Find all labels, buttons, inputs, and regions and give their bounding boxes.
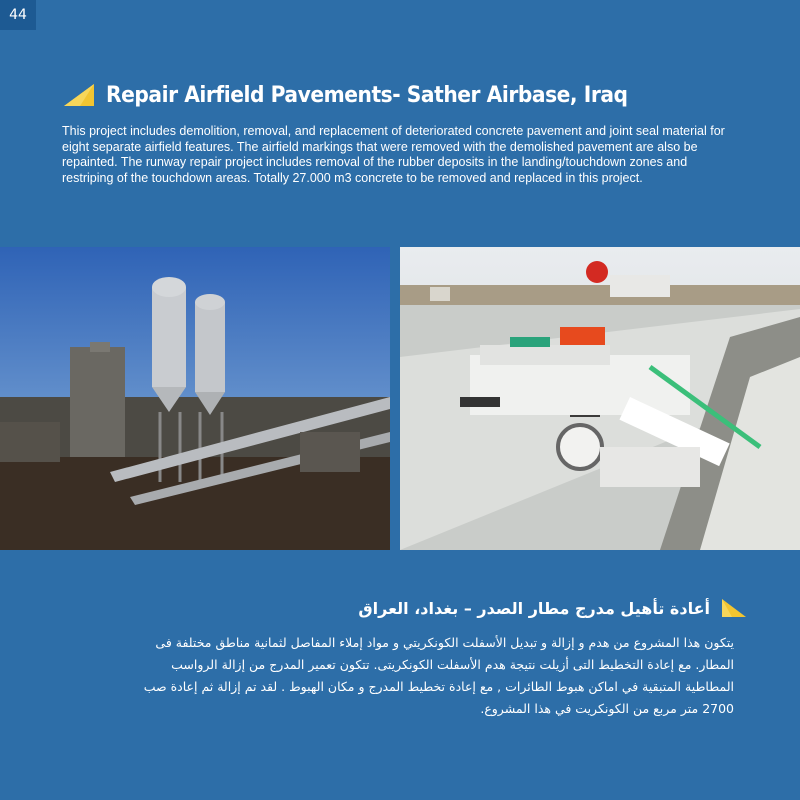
yellow-triangle-icon xyxy=(62,82,96,108)
yellow-triangle-icon xyxy=(720,597,748,619)
arabic-title: أعادة تأهيل مدرج مطار الصدر – بغداد، العراق xyxy=(358,598,710,618)
english-description: This project includes demolition, removal, and replacement of deteriorated concrete pavement and joint seal material for eight separate airfield features. The airfield markings that were removed with the demolished pavement are also be repainted. The runway repair project includes removal of the rubber deposits in the landing/touchdown zones and restriping of the touchdown areas. Totally 27.000 m3 concrete to be removed and replaced in this project. xyxy=(62,124,725,185)
english-title: Repair Airfield Pavements- Sather Airbase, Iraq xyxy=(106,82,628,108)
arabic-description: يتكون هذا المشروع من هدم و إزالة و تبديل الأسفلت الكونكريتي و مواد إملاء المفاصل لثمانية مناطق مختلفة فى المطار. مع إعادة التخطيط التى أزيلت نتيجة هدم الأسفلت الكونكريتى. تتكون تعمير المدرج من إزالة الرواسب المطاطية المتبقية في اماكن هبوط الطائرات , مع إعادة تخطيط المدرج و مكان الهبوط . لقد تم إزالة ثم إعادة صب 2700 متر مربع من الكونكريت في هذا المشروع. xyxy=(143,635,734,716)
arabic-heading xyxy=(358,597,748,619)
pavement-slipform-machine-photo xyxy=(400,247,800,550)
english-heading xyxy=(62,82,673,108)
concrete-batching-plant-photo xyxy=(0,247,390,550)
page-number: 44 xyxy=(0,0,36,30)
